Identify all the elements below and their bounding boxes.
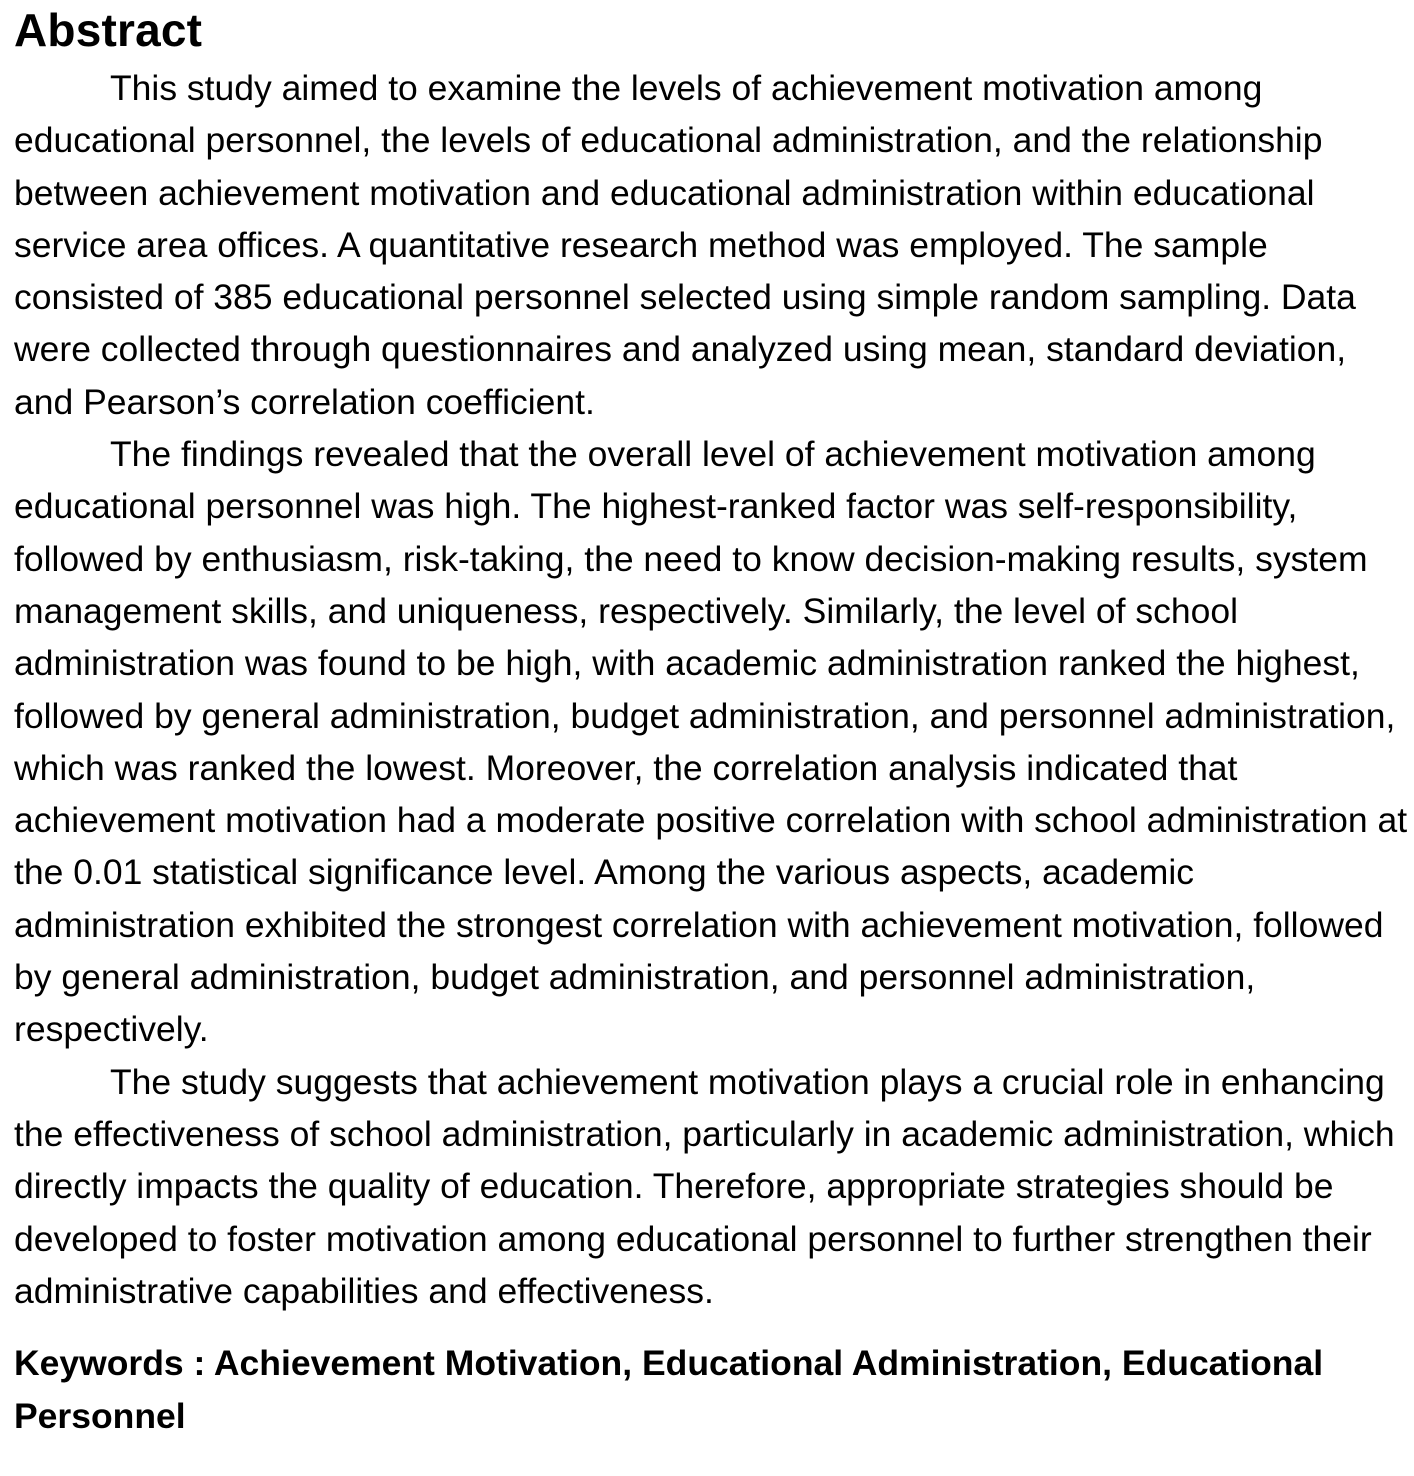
abstract-heading: Abstract [14, 4, 203, 56]
keywords-label: Keywords : [14, 1343, 214, 1384]
abstract-paragraph-objective: This study aimed to examine the levels of achievement motivation among educational personnel, the levels of educational administration, and the relationship between achievement motivation and educational administration within educational service area offices. A quantitative research method was employed. The sample consisted of 385 educational personnel selected using simple random sampling. Data were collected through questionnaires and analyzed using mean, standard deviation, and Pearson’s correlation coefficient. [14, 68, 1356, 422]
abstract-paragraph-findings: The findings revealed that the overall level of achievement motivation among educational personnel was high. The highest-ranked factor was self-responsibility, followed by enthusiasm, risk-taking, the need to know decision-making results, system management skills, and uniqueness, respectively. Similarly, the level of school administration was found to be high, with academic administration ranked the highest, followed by general administration, budget administration, and personnel administration, which was ranked the lowest. Moreover, the correlation analysis indicated that achievement motivation had a moderate positive correlation with school administration at the 0.01 statistical significance level. Among the various aspects, academic administration exhibited the strongest correlation with achievement motivation, followed by general administration, budget administration, and personnel administration, respectively. [14, 434, 1408, 1050]
keywords-text: Achievement Motivation, Educational Administration, Educational Personnel [14, 1343, 1324, 1436]
keywords-line [14, 1337, 1410, 1442]
abstract-page [14, 0, 1410, 1442]
abstract-paragraph-suggestions: The study suggests that achievement motivation plays a crucial role in enhancing the effectiveness of school administration, particularly in academic administration, which directly impacts the quality of education. Therefore, appropriate strategies should be developed to foster motivation among educational personnel to further strengthen their administrative capabilities and effectiveness. [14, 1061, 1395, 1311]
